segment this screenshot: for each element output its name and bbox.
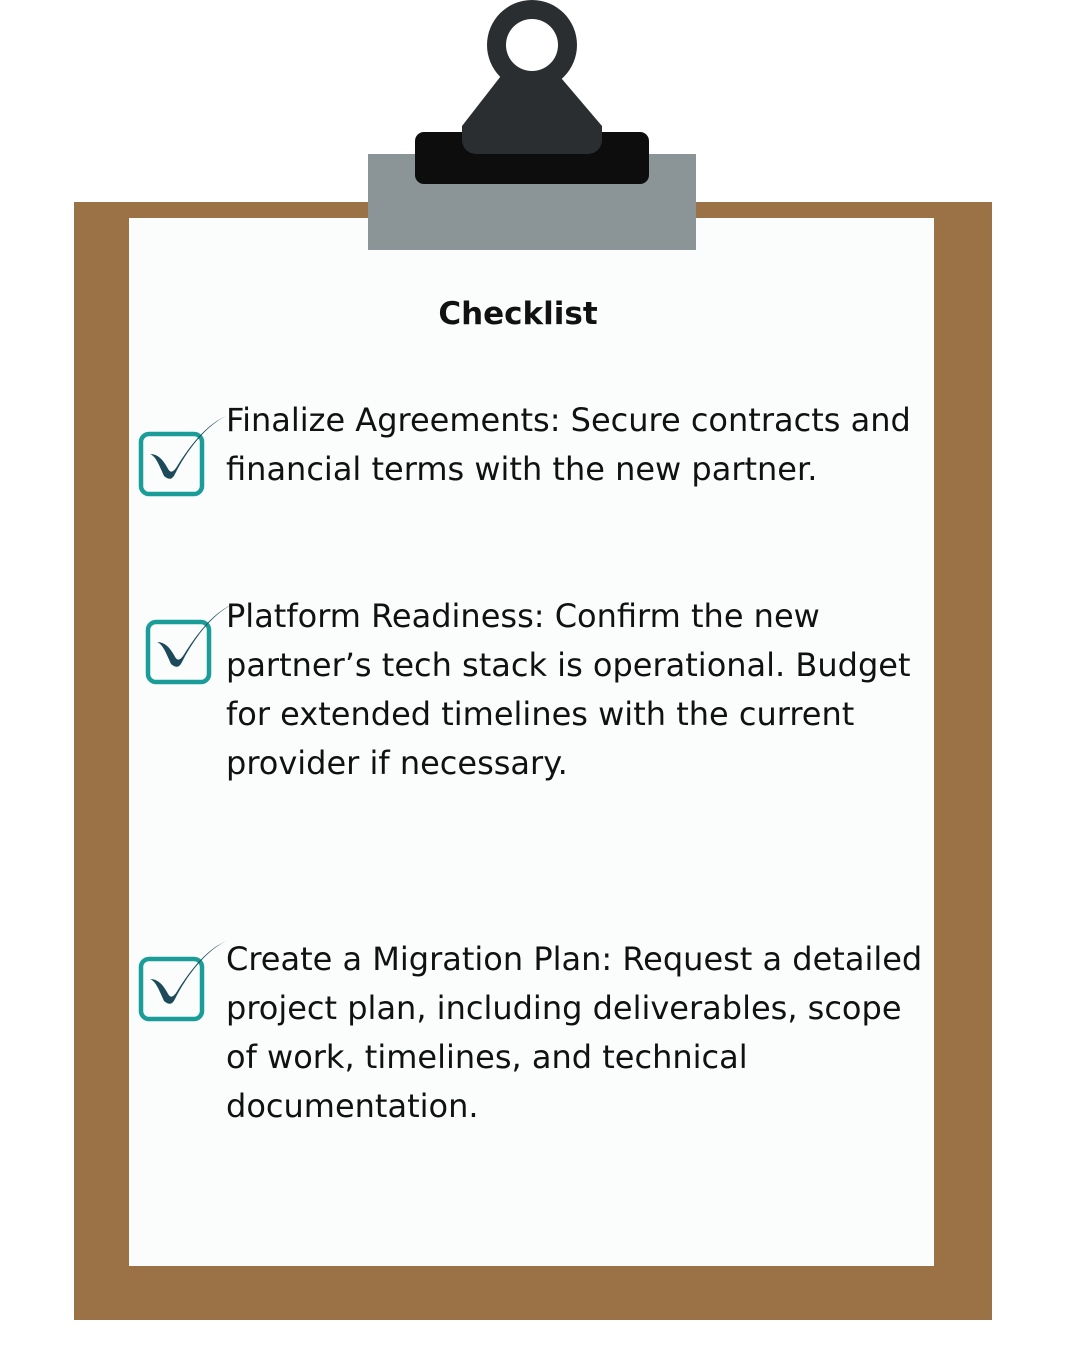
checkbox-checked-icon[interactable]: [136, 935, 228, 1027]
checklist-item-text: Finalize Agreements: Secure contracts and financial terms with the new partner.: [226, 401, 911, 488]
checkbox-checked-icon[interactable]: [136, 410, 228, 502]
clipboard-clip-icon: [400, 0, 660, 190]
checklist-item-text: Create a Migration Plan: Request a detailed project plan, including deliverables, scope of work, timelines, and technical documentation.: [226, 940, 923, 1125]
checkbox-checked-icon[interactable]: [143, 598, 235, 690]
checklist-item-text: Platform Readiness: Confirm the new partner’s tech stack is operational. Budget for extended timelines with the current provider if necessary.: [226, 597, 911, 782]
page-title: Checklist: [438, 296, 598, 332]
